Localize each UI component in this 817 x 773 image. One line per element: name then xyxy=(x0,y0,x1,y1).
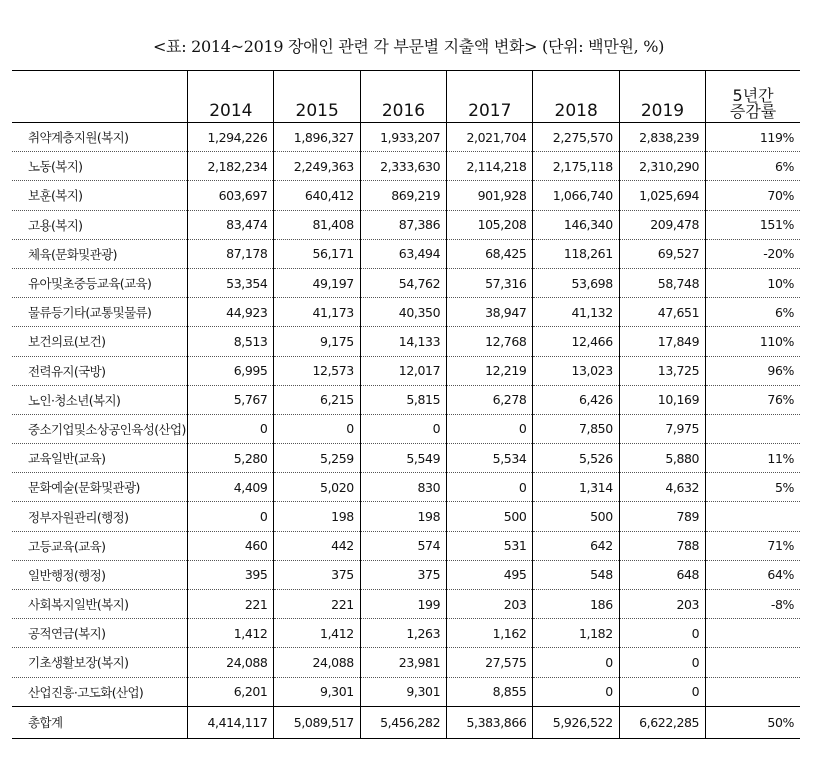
value-cell: 5,020 xyxy=(274,473,360,502)
table-row xyxy=(12,414,800,443)
table-row xyxy=(12,152,800,181)
header-year: 2015 xyxy=(274,71,360,123)
value-cell: 83,474 xyxy=(188,210,274,239)
row-label: 기초생활보장(복지) xyxy=(12,648,188,677)
table-row xyxy=(12,648,800,677)
row-label: 보훈(복지) xyxy=(12,181,188,210)
value-cell: 68,425 xyxy=(447,239,533,268)
value-cell: 1,066,740 xyxy=(533,181,619,210)
value-cell: 8,855 xyxy=(447,677,533,706)
value-cell: 531 xyxy=(447,531,533,560)
table-row xyxy=(12,181,800,210)
value-cell: 44,923 xyxy=(188,298,274,327)
rate-cell: 110% xyxy=(706,327,800,356)
row-label: 정부자원관리(행정) xyxy=(12,502,188,531)
total-row xyxy=(12,706,800,738)
header-year: 2018 xyxy=(533,71,619,123)
row-label: 고등교육(교육) xyxy=(12,531,188,560)
value-cell: 0 xyxy=(619,619,705,648)
value-cell: 1,412 xyxy=(188,619,274,648)
header-rate xyxy=(706,71,800,123)
row-label: 공적연금(복지) xyxy=(12,619,188,648)
value-cell: 574 xyxy=(360,531,446,560)
value-cell: 548 xyxy=(533,560,619,589)
rate-cell xyxy=(706,677,800,706)
value-cell: 442 xyxy=(274,531,360,560)
value-cell: 0 xyxy=(619,648,705,677)
value-cell: 81,408 xyxy=(274,210,360,239)
value-cell: 375 xyxy=(274,560,360,589)
value-cell: 54,762 xyxy=(360,268,446,297)
value-cell: 47,651 xyxy=(619,298,705,327)
value-cell: 0 xyxy=(188,502,274,531)
table-row xyxy=(12,210,800,239)
header-year: 2016 xyxy=(360,71,446,123)
value-cell: 648 xyxy=(619,560,705,589)
value-cell: 788 xyxy=(619,531,705,560)
rate-cell: 71% xyxy=(706,531,800,560)
table-row xyxy=(12,268,800,297)
rate-cell: 151% xyxy=(706,210,800,239)
value-cell: 40,350 xyxy=(360,298,446,327)
value-cell: 2,275,570 xyxy=(533,123,619,152)
rate-cell: -8% xyxy=(706,590,800,619)
row-label: 사회복지일반(복지) xyxy=(12,590,188,619)
table-row xyxy=(12,590,800,619)
rate-cell: 11% xyxy=(706,444,800,473)
value-cell: 9,175 xyxy=(274,327,360,356)
header-rate-line2: 증감률 xyxy=(729,102,777,121)
value-cell: 7,975 xyxy=(619,414,705,443)
value-cell: 1,933,207 xyxy=(360,123,446,152)
value-cell: 0 xyxy=(533,648,619,677)
rate-cell: 6% xyxy=(706,298,800,327)
value-cell: 1,314 xyxy=(533,473,619,502)
value-cell: 789 xyxy=(619,502,705,531)
value-cell: 603,697 xyxy=(188,181,274,210)
table-row xyxy=(12,385,800,414)
value-cell: 105,208 xyxy=(447,210,533,239)
value-cell: 5,549 xyxy=(360,444,446,473)
value-cell: 24,088 xyxy=(188,648,274,677)
value-cell: 5,456,282 xyxy=(360,706,446,738)
value-cell: 203 xyxy=(619,590,705,619)
rate-cell xyxy=(706,414,800,443)
value-cell: 87,178 xyxy=(188,239,274,268)
value-cell: 640,412 xyxy=(274,181,360,210)
value-cell: 41,132 xyxy=(533,298,619,327)
value-cell: 7,850 xyxy=(533,414,619,443)
value-cell: 2,175,118 xyxy=(533,152,619,181)
value-cell: 0 xyxy=(447,414,533,443)
value-cell: 1,162 xyxy=(447,619,533,648)
value-cell: 1,412 xyxy=(274,619,360,648)
value-cell: 12,466 xyxy=(533,327,619,356)
value-cell: 17,849 xyxy=(619,327,705,356)
table-row xyxy=(12,298,800,327)
value-cell: 4,409 xyxy=(188,473,274,502)
value-cell: 41,173 xyxy=(274,298,360,327)
value-cell: 0 xyxy=(274,414,360,443)
value-cell: 199 xyxy=(360,590,446,619)
value-cell: 2,249,363 xyxy=(274,152,360,181)
rate-cell xyxy=(706,619,800,648)
table-row xyxy=(12,356,800,385)
table-row xyxy=(12,560,800,589)
value-cell: 6,426 xyxy=(533,385,619,414)
value-cell: 0 xyxy=(447,473,533,502)
header-row xyxy=(12,71,800,123)
header-rate-line1: 5년간 xyxy=(732,86,774,105)
row-label: 전력유지(국방) xyxy=(12,356,188,385)
value-cell: 27,575 xyxy=(447,648,533,677)
row-label: 노인·청소년(복지) xyxy=(12,385,188,414)
value-cell: 13,725 xyxy=(619,356,705,385)
value-cell: 209,478 xyxy=(619,210,705,239)
value-cell: 5,526 xyxy=(533,444,619,473)
table-title: <표: 2014~2019 장애인 관련 각 부문별 지출액 변화> (단위: 백만원, %) xyxy=(152,37,665,56)
value-cell: 1,896,327 xyxy=(274,123,360,152)
table-row xyxy=(12,123,800,152)
value-cell: 69,527 xyxy=(619,239,705,268)
table-row xyxy=(12,619,800,648)
value-cell: 38,947 xyxy=(447,298,533,327)
value-cell: 869,219 xyxy=(360,181,446,210)
value-cell: 118,261 xyxy=(533,239,619,268)
value-cell: 13,023 xyxy=(533,356,619,385)
value-cell: 221 xyxy=(274,590,360,619)
value-cell: 63,494 xyxy=(360,239,446,268)
value-cell: 2,021,704 xyxy=(447,123,533,152)
value-cell: 5,926,522 xyxy=(533,706,619,738)
row-label: 취약계층지원(복지) xyxy=(12,123,188,152)
value-cell: 2,182,234 xyxy=(188,152,274,181)
value-cell: 57,316 xyxy=(447,268,533,297)
value-cell: 5,280 xyxy=(188,444,274,473)
rate-cell: 76% xyxy=(706,385,800,414)
value-cell: 49,197 xyxy=(274,268,360,297)
table-row xyxy=(12,531,800,560)
value-cell: 4,414,117 xyxy=(188,706,274,738)
value-cell: 12,573 xyxy=(274,356,360,385)
row-label: 물류등기타(교통및물류) xyxy=(12,298,188,327)
value-cell: 0 xyxy=(360,414,446,443)
row-label: 고용(복지) xyxy=(12,210,188,239)
value-cell: 198 xyxy=(360,502,446,531)
header-year: 2014 xyxy=(188,71,274,123)
value-cell: 830 xyxy=(360,473,446,502)
row-label: 중소기업및소상공인육성(산업) xyxy=(12,414,188,443)
value-cell: 2,333,630 xyxy=(360,152,446,181)
value-cell: 87,386 xyxy=(360,210,446,239)
value-cell: 495 xyxy=(447,560,533,589)
rate-cell: 50% xyxy=(706,706,800,738)
table-row xyxy=(12,677,800,706)
value-cell: 6,622,285 xyxy=(619,706,705,738)
rate-cell: 64% xyxy=(706,560,800,589)
value-cell: 5,259 xyxy=(274,444,360,473)
value-cell: 6,278 xyxy=(447,385,533,414)
value-cell: 14,133 xyxy=(360,327,446,356)
value-cell: 1,025,694 xyxy=(619,181,705,210)
value-cell: 56,171 xyxy=(274,239,360,268)
row-label: 보건의료(보건) xyxy=(12,327,188,356)
table-row xyxy=(12,502,800,531)
value-cell: 901,928 xyxy=(447,181,533,210)
value-cell: 5,880 xyxy=(619,444,705,473)
rate-cell xyxy=(706,648,800,677)
value-cell: 0 xyxy=(619,677,705,706)
header-year: 2019 xyxy=(619,71,705,123)
row-label: 문화예술(문화및관광) xyxy=(12,473,188,502)
value-cell: 375 xyxy=(360,560,446,589)
rate-cell: 96% xyxy=(706,356,800,385)
row-label: 총합계 xyxy=(12,706,188,738)
table-row xyxy=(12,327,800,356)
value-cell: 53,698 xyxy=(533,268,619,297)
header-corner xyxy=(12,71,188,123)
value-cell: 12,768 xyxy=(447,327,533,356)
row-label: 일반행정(행정) xyxy=(12,560,188,589)
row-label: 유아및초중등교육(교육) xyxy=(12,268,188,297)
value-cell: 12,017 xyxy=(360,356,446,385)
value-cell: 203 xyxy=(447,590,533,619)
row-label: 노동(복지) xyxy=(12,152,188,181)
value-cell: 2,114,218 xyxy=(447,152,533,181)
value-cell: 1,263 xyxy=(360,619,446,648)
value-cell: 8,513 xyxy=(188,327,274,356)
value-cell: 0 xyxy=(188,414,274,443)
rate-cell: 10% xyxy=(706,268,800,297)
rate-cell: 70% xyxy=(706,181,800,210)
row-label: 산업진흥·고도화(산업) xyxy=(12,677,188,706)
value-cell: 642 xyxy=(533,531,619,560)
value-cell: 5,815 xyxy=(360,385,446,414)
table-row xyxy=(12,239,800,268)
value-cell: 5,089,517 xyxy=(274,706,360,738)
table-row xyxy=(12,473,800,502)
value-cell: 198 xyxy=(274,502,360,531)
value-cell: 186 xyxy=(533,590,619,619)
rate-cell: -20% xyxy=(706,239,800,268)
value-cell: 500 xyxy=(447,502,533,531)
rate-cell xyxy=(706,502,800,531)
value-cell: 2,838,239 xyxy=(619,123,705,152)
value-cell: 460 xyxy=(188,531,274,560)
value-cell: 146,340 xyxy=(533,210,619,239)
row-label: 교육일반(교육) xyxy=(12,444,188,473)
value-cell: 10,169 xyxy=(619,385,705,414)
row-label: 체육(문화및관광) xyxy=(12,239,188,268)
rate-cell: 6% xyxy=(706,152,800,181)
value-cell: 6,215 xyxy=(274,385,360,414)
table-row xyxy=(12,444,800,473)
value-cell: 12,219 xyxy=(447,356,533,385)
value-cell: 9,301 xyxy=(360,677,446,706)
value-cell: 6,201 xyxy=(188,677,274,706)
value-cell: 23,981 xyxy=(360,648,446,677)
value-cell: 0 xyxy=(533,677,619,706)
value-cell: 5,534 xyxy=(447,444,533,473)
value-cell: 9,301 xyxy=(274,677,360,706)
value-cell: 1,294,226 xyxy=(188,123,274,152)
value-cell: 24,088 xyxy=(274,648,360,677)
value-cell: 395 xyxy=(188,560,274,589)
header-year: 2017 xyxy=(447,71,533,123)
value-cell: 5,767 xyxy=(188,385,274,414)
expenditure-table xyxy=(12,70,800,739)
value-cell: 4,632 xyxy=(619,473,705,502)
value-cell: 221 xyxy=(188,590,274,619)
value-cell: 53,354 xyxy=(188,268,274,297)
value-cell: 6,995 xyxy=(188,356,274,385)
rate-cell: 119% xyxy=(706,123,800,152)
value-cell: 500 xyxy=(533,502,619,531)
value-cell: 5,383,866 xyxy=(447,706,533,738)
value-cell: 2,310,290 xyxy=(619,152,705,181)
rate-cell: 5% xyxy=(706,473,800,502)
value-cell: 1,182 xyxy=(533,619,619,648)
value-cell: 58,748 xyxy=(619,268,705,297)
